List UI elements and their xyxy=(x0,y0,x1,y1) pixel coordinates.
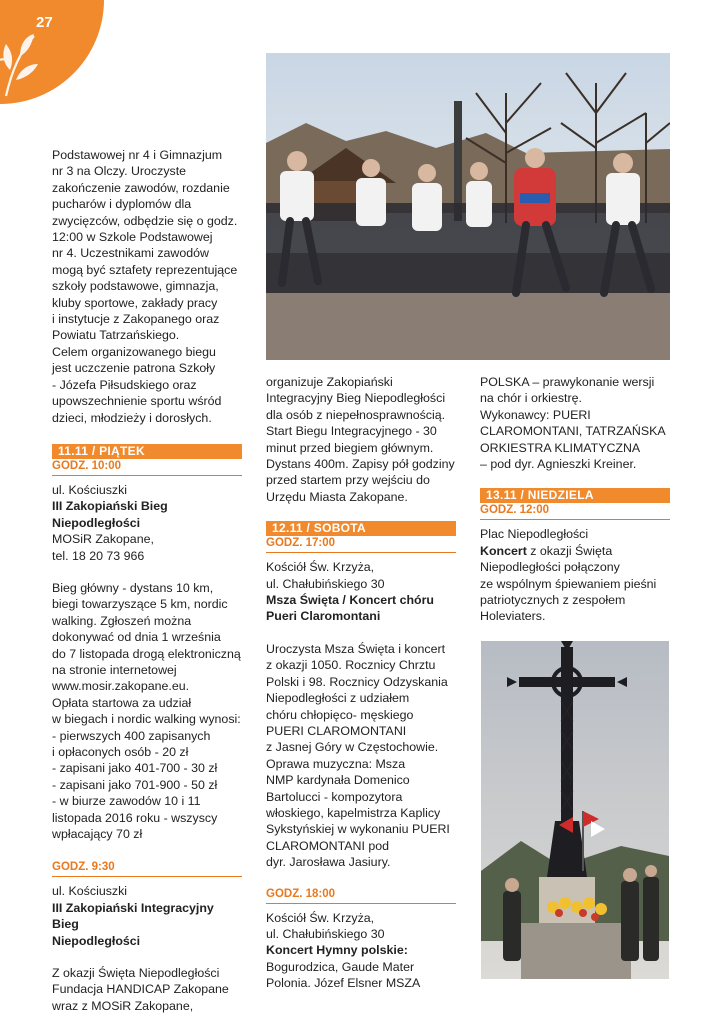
event-description: Z okazji Święta Niepodległości Fundacja HANDICAP Zakopane wraz z MOSiR Zakopane, xyxy=(52,966,229,1013)
event-description: Bieg główny - dystans 10 km, biegi towarzyszące 5 km, nordic walking. Zgłoszeń można dokonywać od dnia 1 września do 7 listopada drogą elektroniczną na stronie internetowej www.mosir.zakopane.eu. Opłata startowa za udział w biegach i nordic walking wynosi: - pierwszych 400 zapisanych i opłaconych osób - 20 zł - zapisani jako 401-700 - 30 zł - zapisani jako 701-900 - 50 zł - w biurze zawodów 10 i 11 listopada 2016 roku - wszyscy wpłacający 70 zł xyxy=(52,580,241,842)
event-description: Uroczysta Msza Święta i koncert z okazji 1050. Rocznicy Chrztu Polski i 98. Rocznicy Odzyskania Niepodległości z udziałem chóru chłopięco- męskiego PUERI CLAROMONTANI z Jasnej Góry w Częstochowie. Oprawa muzyczna: Msza NMP kardynała Domenico Bartolucci - kompozytora włoskiego, kapelmistrza Kaplicy Sykstyńskiej w wykonaniu PUERI CLAROMONTANI pod dyr. Jarosława Jasiury. xyxy=(266,641,450,870)
event-location: ul. Kościuszki xyxy=(52,482,128,497)
day-header-saturday: 12.11 / SOBOTA xyxy=(266,521,456,536)
event-description: Bogurodzica, Gaude Mater Polonia. Józef Elsner MSZA xyxy=(266,959,421,991)
event-title: III Zakopiański Integracyjny Bieg Niepodległości xyxy=(52,900,214,948)
column-2 xyxy=(266,374,456,992)
time-label: GODZ. 9:30 xyxy=(52,860,242,877)
time-label: GODZ. 18:00 xyxy=(266,887,456,904)
page-number: 27 xyxy=(36,14,53,31)
cross-monument-photo xyxy=(481,641,669,979)
day-header-sunday: 13.11 / NIEDZIELA xyxy=(480,488,670,503)
event-title: Koncert Hymny polskie: xyxy=(266,943,408,958)
event-title: Koncert xyxy=(480,543,527,558)
event-location: Kościół Św. Krzyża, ul. Chałubińskiego 30 xyxy=(266,910,385,941)
event-description: Koncert z okazji Święta Niepodległości połączony ze wspólnym śpiewaniem pieśni patriotycznych z zespołem Holeviaters. xyxy=(480,543,657,624)
runners-photo xyxy=(266,53,670,360)
day-header-friday: 11.11 / PIĄTEK xyxy=(52,444,242,459)
event-title: III Zakopiański Bieg Niepodległości xyxy=(52,499,168,530)
event-title: Msza Święta / Koncert chóru Pueri Claromontani xyxy=(266,593,434,624)
event-location: Plac Niepodległości xyxy=(480,527,589,542)
event-location: ul. Kościuszki xyxy=(52,884,128,899)
col1-intro-text: Podstawowej nr 4 i Gimnazjum nr 3 na Olczy. Uroczyste zakończenie zawodów, rozdanie pucharów i dyplomów dla zwycięzców, odbędzie się o godz. 12:00 w Szkole Podstawowej nr 4. Uczestnikami zawodów mogą być sztafety reprezentujące szkoły podstawowe, gimnazja, kluby sportowe, zakłady pracy i instytucje z Zakopanego oraz Powiatu Tatrzańskiego. Celem organizowanego biegu jest uczczenie patrona Szkoły - Józefa Piłsudskiego oraz upowszechnienie sportu wśród dzieci, młodzieży i dorosłych. xyxy=(52,148,238,425)
event-info: MOSiR Zakopane, tel. 18 20 73 966 xyxy=(52,532,154,563)
column-3 xyxy=(480,374,670,625)
column-1 xyxy=(52,147,242,1014)
event-location: Kościół Św. Krzyża, ul. Chałubińskiego 30 xyxy=(266,560,385,591)
time-label: GODZ. 17:00 xyxy=(266,536,456,553)
col2-intro-text: organizuje Zakopiański Integracyjny Bieg Niepodległości dla osób z niepełnosprawnością. Start Biegu Integracyjnego - 30 minut przed biegiem głównym. Dystans 400m. Zapisy pół godziny przed startem przy wejściu do Urzędu Miasta Zakopane. xyxy=(266,375,455,504)
col3-intro-text: POLSKA – prawykonanie wersji na chór i orkiestrę. Wykonawcy: PUERI CLAROMONTANI, TATRZAŃSKA ORKIESTRA KLIMATYCZNA – pod dyr. Agnieszki Kreiner. xyxy=(480,375,666,472)
time-label: GODZ. 10:00 xyxy=(52,459,242,476)
time-label: GODZ. 12:00 xyxy=(480,503,670,520)
